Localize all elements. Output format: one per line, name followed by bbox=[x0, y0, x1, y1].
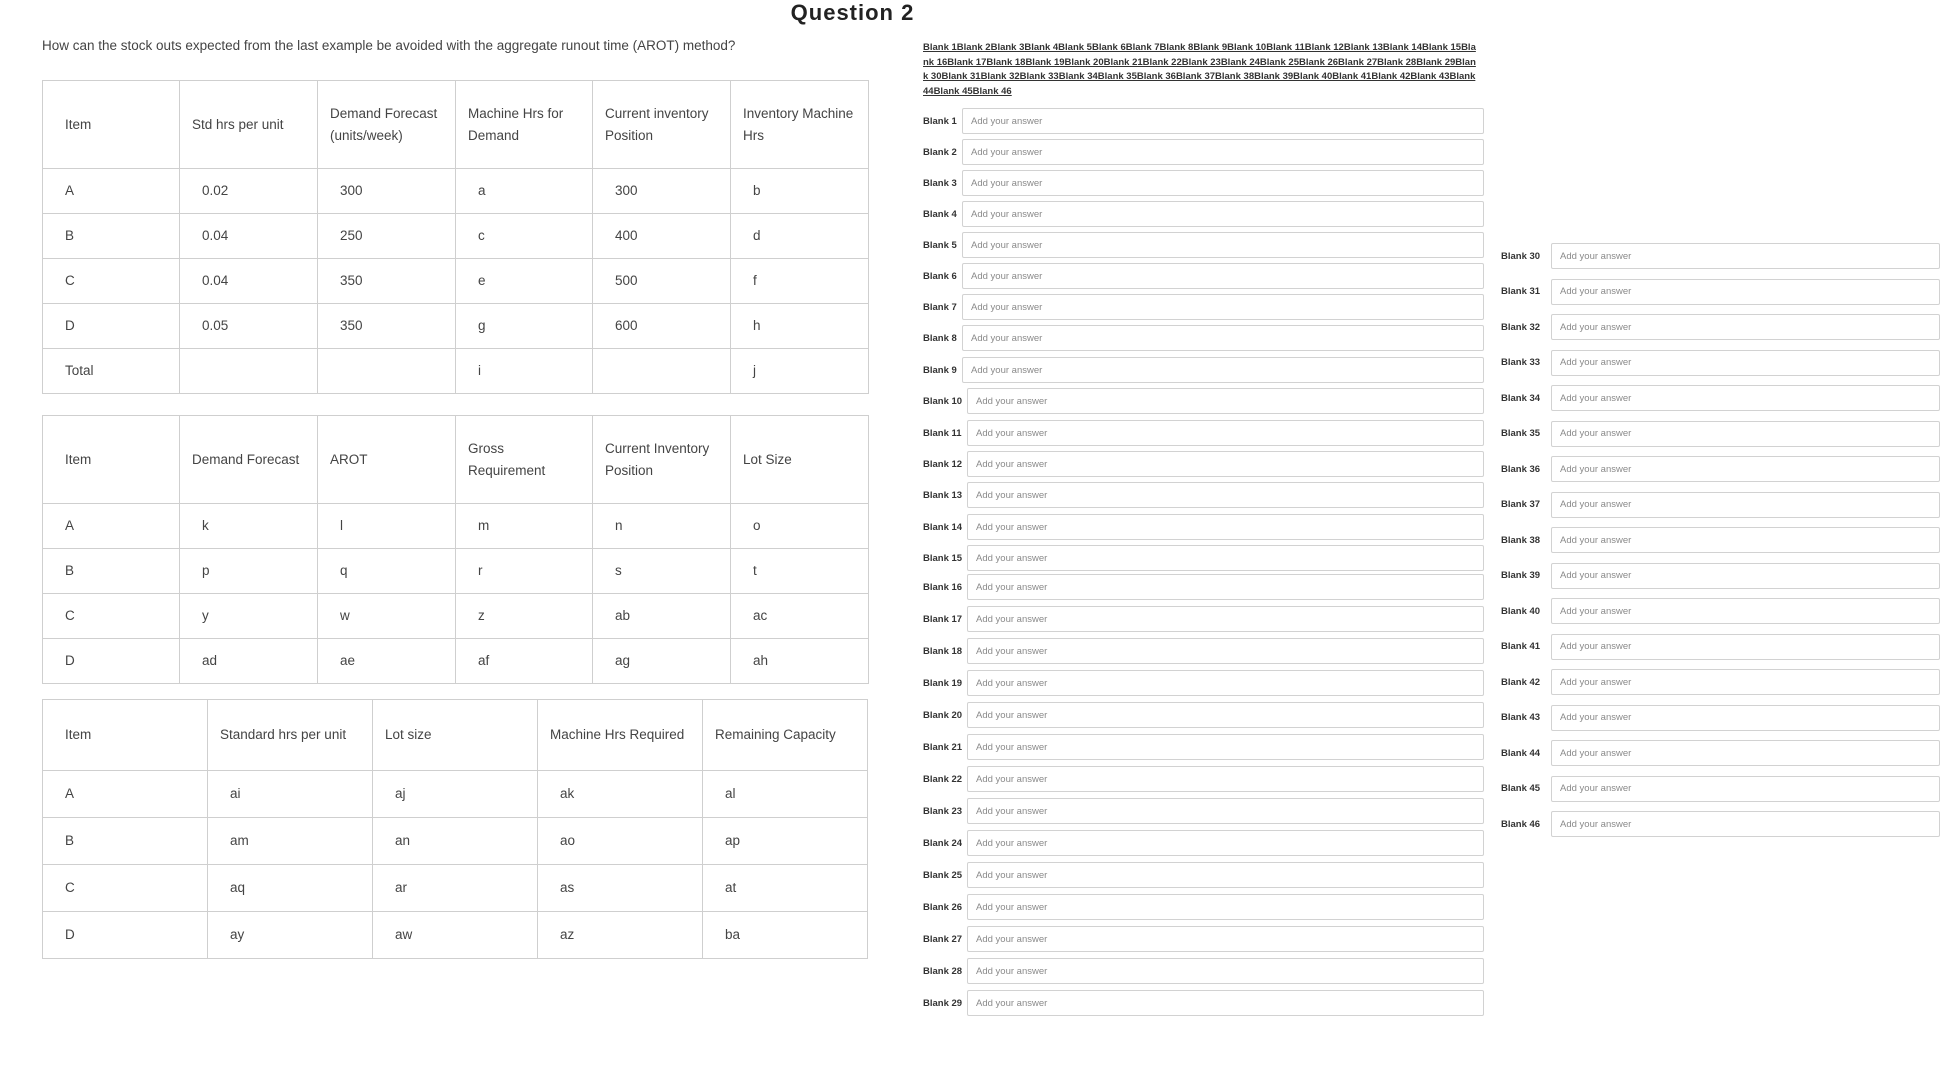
table-row bbox=[43, 865, 868, 912]
blank-label: Blank 35 bbox=[1501, 428, 1541, 439]
table-cell: i bbox=[456, 349, 593, 394]
table-cell: C bbox=[43, 594, 180, 639]
table-cell: ah bbox=[731, 639, 869, 684]
blank-label: Blank 12 bbox=[923, 458, 963, 470]
table-cell: D bbox=[43, 912, 208, 959]
table-cell: 400 bbox=[593, 214, 731, 259]
blank-answer-input[interactable] bbox=[962, 139, 1484, 165]
table-cell: C bbox=[43, 259, 180, 304]
table-cell: ag bbox=[593, 639, 731, 684]
blank-row bbox=[923, 734, 962, 760]
blank-label: Blank 8 bbox=[923, 332, 957, 344]
blank-row bbox=[923, 325, 957, 351]
table-row bbox=[43, 259, 869, 304]
table-row bbox=[43, 639, 869, 684]
blank-label: Blank 44 bbox=[1501, 747, 1541, 759]
table-cell: l bbox=[318, 504, 456, 549]
blank-row bbox=[1501, 740, 1540, 766]
blank-answer-input[interactable] bbox=[1551, 598, 1940, 624]
blank-label: Blank 34 bbox=[1501, 392, 1541, 404]
table-cell: aj bbox=[373, 771, 538, 818]
blank-row bbox=[1501, 385, 1540, 411]
blank-answer-input[interactable] bbox=[1551, 811, 1940, 837]
blank-answer-input[interactable] bbox=[962, 263, 1484, 289]
table-header-row bbox=[43, 700, 868, 771]
table-cell: ao bbox=[538, 818, 703, 865]
column-header: Item bbox=[43, 81, 180, 169]
blank-label: Blank 5 bbox=[923, 239, 957, 251]
machine-hours-table bbox=[42, 80, 869, 394]
column-header: Demand Forecast (units/week) bbox=[318, 81, 456, 169]
blank-label: Blank 14 bbox=[923, 521, 963, 533]
blank-row bbox=[923, 139, 957, 165]
table-cell: r bbox=[456, 549, 593, 594]
blank-label: Blank 19 bbox=[923, 677, 963, 689]
blank-answer-input[interactable] bbox=[967, 514, 1484, 540]
blank-answer-input[interactable] bbox=[967, 734, 1484, 760]
blank-label: Blank 41 bbox=[1501, 641, 1541, 652]
blank-row bbox=[923, 201, 957, 227]
table-cell: q bbox=[318, 549, 456, 594]
blank-label: Blank 40 bbox=[1501, 605, 1541, 617]
blank-label: Blank 4 bbox=[923, 208, 957, 220]
table-cell: al bbox=[703, 771, 868, 818]
blank-label: Blank 45 bbox=[1501, 783, 1541, 794]
blank-row bbox=[1501, 705, 1540, 731]
column-header: Remaining Capacity bbox=[703, 700, 868, 771]
table-cell: ak bbox=[538, 771, 703, 818]
table-cell: Total bbox=[43, 349, 180, 394]
column-header: Current Inventory Position bbox=[593, 416, 731, 504]
table-cell bbox=[318, 349, 456, 394]
table-row bbox=[43, 771, 868, 818]
blank-row bbox=[923, 451, 962, 477]
blank-label: Blank 43 bbox=[1501, 712, 1541, 723]
blank-answer-input[interactable] bbox=[962, 170, 1484, 196]
blank-row bbox=[1501, 811, 1540, 837]
table-header-row bbox=[43, 416, 869, 504]
blank-answer-input[interactable] bbox=[967, 926, 1484, 952]
blank-answer-input[interactable] bbox=[962, 294, 1484, 320]
table-cell: 600 bbox=[593, 304, 731, 349]
table-cell: as bbox=[538, 865, 703, 912]
table-cell: ac bbox=[731, 594, 869, 639]
column-header: Lot Size bbox=[731, 416, 869, 504]
table-cell: 0.04 bbox=[180, 259, 318, 304]
table-cell: ad bbox=[180, 639, 318, 684]
table-cell: A bbox=[43, 504, 180, 549]
blank-row bbox=[923, 263, 957, 289]
table-cell: 350 bbox=[318, 304, 456, 349]
blank-label: Blank 21 bbox=[923, 741, 963, 753]
blank-answer-input[interactable] bbox=[1551, 350, 1940, 376]
table-cell: 300 bbox=[318, 169, 456, 214]
blank-row bbox=[923, 798, 962, 824]
blank-row bbox=[923, 170, 957, 196]
blank-label: Blank 15 bbox=[923, 552, 963, 564]
blank-answer-input[interactable] bbox=[967, 482, 1484, 508]
blank-row bbox=[1501, 598, 1540, 624]
blank-row bbox=[923, 606, 962, 632]
blank-answer-input[interactable] bbox=[967, 798, 1484, 824]
table-cell: d bbox=[731, 214, 869, 259]
blank-label: Blank 37 bbox=[1501, 499, 1541, 510]
table-cell: aw bbox=[373, 912, 538, 959]
table-cell: s bbox=[593, 549, 731, 594]
table-cell: ba bbox=[703, 912, 868, 959]
table-cell: j bbox=[731, 349, 869, 394]
table-cell: aq bbox=[208, 865, 373, 912]
table-cell: k bbox=[180, 504, 318, 549]
table-cell: z bbox=[456, 594, 593, 639]
table-row bbox=[43, 304, 869, 349]
column-header: Machine Hrs Required bbox=[538, 700, 703, 771]
table-cell: A bbox=[43, 771, 208, 818]
column-header: Current inventory Position bbox=[593, 81, 731, 169]
blank-answer-input[interactable] bbox=[1551, 563, 1940, 589]
blank-label: Blank 38 bbox=[1501, 534, 1541, 546]
table-cell: B bbox=[43, 549, 180, 594]
table-cell: ap bbox=[703, 818, 868, 865]
blank-answer-input[interactable] bbox=[967, 670, 1484, 696]
blank-label: Blank 20 bbox=[923, 709, 963, 721]
blank-label: Blank 25 bbox=[923, 869, 963, 881]
table-row bbox=[43, 912, 868, 959]
blank-label: Blank 29 bbox=[923, 997, 963, 1009]
blank-answer-input[interactable] bbox=[962, 325, 1484, 351]
blank-label: Blank 13 bbox=[923, 489, 963, 501]
table-cell: 300 bbox=[593, 169, 731, 214]
blank-label: Blank 2 bbox=[923, 146, 957, 158]
table-row bbox=[43, 214, 869, 259]
blank-answer-input[interactable] bbox=[1551, 421, 1940, 447]
blank-label: Blank 17 bbox=[923, 613, 963, 625]
blank-answer-input[interactable] bbox=[1551, 492, 1940, 518]
column-header: Std hrs per unit bbox=[180, 81, 318, 169]
blank-row bbox=[923, 894, 962, 920]
column-header: Demand Forecast bbox=[180, 416, 318, 504]
blank-row bbox=[923, 482, 962, 508]
table-cell: f bbox=[731, 259, 869, 304]
blank-answer-input[interactable] bbox=[962, 108, 1484, 134]
table-cell: g bbox=[456, 304, 593, 349]
blank-label: Blank 24 bbox=[923, 837, 963, 849]
blank-row bbox=[923, 830, 962, 856]
table-cell: D bbox=[43, 304, 180, 349]
blank-row bbox=[923, 294, 957, 320]
blank-row bbox=[1501, 776, 1540, 802]
blank-answer-input[interactable] bbox=[967, 545, 1484, 571]
table-cell: 0.05 bbox=[180, 304, 318, 349]
blank-label: Blank 23 bbox=[923, 805, 963, 817]
blank-label: Blank 6 bbox=[923, 270, 957, 282]
column-header: Standard hrs per unit bbox=[208, 700, 373, 771]
blank-answer-input[interactable] bbox=[967, 606, 1484, 632]
table-cell: ab bbox=[593, 594, 731, 639]
blank-label: Blank 16 bbox=[923, 581, 963, 593]
blank-row bbox=[923, 357, 957, 383]
blank-answer-input[interactable] bbox=[1551, 776, 1940, 802]
table-cell: af bbox=[456, 639, 593, 684]
column-header: Lot size bbox=[373, 700, 538, 771]
table-cell: t bbox=[731, 549, 869, 594]
blank-label: Blank 9 bbox=[923, 364, 957, 376]
blank-answer-input[interactable] bbox=[1551, 740, 1940, 766]
blank-answer-input[interactable] bbox=[962, 201, 1484, 227]
blank-row bbox=[1501, 243, 1540, 269]
blank-answer-input[interactable] bbox=[1551, 385, 1940, 411]
blank-row bbox=[1501, 527, 1540, 553]
table-cell: b bbox=[731, 169, 869, 214]
table-cell: 350 bbox=[318, 259, 456, 304]
table-cell: B bbox=[43, 214, 180, 259]
arot-table bbox=[42, 415, 869, 684]
blank-answer-input[interactable] bbox=[1551, 669, 1940, 695]
blank-row bbox=[1501, 634, 1540, 660]
table-cell: ar bbox=[373, 865, 538, 912]
blank-label: Blank 32 bbox=[1501, 321, 1541, 333]
column-header: Item bbox=[43, 416, 180, 504]
blank-row bbox=[923, 926, 962, 952]
table-cell bbox=[593, 349, 731, 394]
table-row bbox=[43, 594, 869, 639]
blank-row bbox=[923, 702, 962, 728]
blank-answer-input[interactable] bbox=[967, 958, 1484, 984]
table-cell: 250 bbox=[318, 214, 456, 259]
blank-label: Blank 39 bbox=[1501, 570, 1541, 581]
blank-row bbox=[1501, 669, 1540, 695]
table-cell: az bbox=[538, 912, 703, 959]
blank-label: Blank 22 bbox=[923, 773, 963, 785]
blank-label: Blank 31 bbox=[1501, 286, 1541, 297]
blank-answer-input[interactable] bbox=[967, 702, 1484, 728]
blank-label: Blank 1 bbox=[923, 115, 957, 127]
blank-row bbox=[923, 420, 962, 446]
column-header: AROT bbox=[318, 416, 456, 504]
blank-answer-input[interactable] bbox=[1551, 705, 1940, 731]
column-header: Machine Hrs for Demand bbox=[456, 81, 593, 169]
blank-row bbox=[923, 574, 962, 600]
blank-row bbox=[923, 108, 957, 134]
blank-row bbox=[923, 670, 962, 696]
blank-row bbox=[1501, 314, 1540, 340]
table-cell: an bbox=[373, 818, 538, 865]
blank-row bbox=[1501, 279, 1540, 305]
question-text: How can the stock outs expected from the last example be avoided with the aggregate runout time (AROT) method? bbox=[42, 38, 736, 53]
table-cell: C bbox=[43, 865, 208, 912]
blank-row bbox=[1501, 350, 1540, 376]
blank-label: Blank 18 bbox=[923, 645, 963, 657]
table-cell: w bbox=[318, 594, 456, 639]
blank-answer-input[interactable] bbox=[967, 388, 1484, 414]
table-cell: o bbox=[731, 504, 869, 549]
table-cell: D bbox=[43, 639, 180, 684]
blank-label: Blank 36 bbox=[1501, 463, 1541, 475]
table-row bbox=[43, 818, 868, 865]
blank-answer-input[interactable] bbox=[1551, 634, 1940, 660]
blank-label: Blank 3 bbox=[923, 177, 957, 189]
blank-answer-input[interactable] bbox=[967, 638, 1484, 664]
blank-label: Blank 33 bbox=[1501, 357, 1541, 368]
table-cell: am bbox=[208, 818, 373, 865]
table-cell: c bbox=[456, 214, 593, 259]
blank-answer-input[interactable] bbox=[967, 420, 1484, 446]
table-row bbox=[43, 504, 869, 549]
blank-row bbox=[1501, 421, 1540, 447]
blank-label: Blank 30 bbox=[1501, 250, 1541, 262]
blank-answer-input[interactable] bbox=[967, 830, 1484, 856]
blank-row bbox=[923, 862, 962, 888]
blank-answer-input[interactable] bbox=[967, 990, 1484, 1016]
blank-label: Blank 42 bbox=[1501, 676, 1541, 688]
table-row bbox=[43, 349, 869, 394]
blank-row bbox=[923, 766, 962, 792]
table-header-row bbox=[43, 81, 869, 169]
blank-answer-input[interactable] bbox=[967, 574, 1484, 600]
table-cell: B bbox=[43, 818, 208, 865]
table-cell: 0.04 bbox=[180, 214, 318, 259]
blank-row bbox=[1501, 563, 1540, 589]
blank-list-link[interactable]: Blank 1Blank 2Blank 3Blank 4Blank 5Blank 6Blank 7Blank 8Blank 9Blank 10Blank 11Blank 12Blank 13Blank 14Blank 15Blank 16Blank 17Blank 18Blank 19Blank 20Blank 21Blank 22Blank 23Blank 24Blank 25Blank 26Blank 27Blank 28Blank 29Blank 30Blank 31Blank 32Blank 33Blank 34Blank 35Blank 36Blank 37Blank 38Blank 39Blank 40Blank 41Blank 42Blank 43Blank 44Blank 45Blank 46 bbox=[923, 42, 1476, 97]
blank-row bbox=[923, 232, 957, 258]
blank-label: Blank 46 bbox=[1501, 818, 1541, 830]
table-cell: h bbox=[731, 304, 869, 349]
blank-answer-input[interactable] bbox=[1551, 279, 1940, 305]
blank-label: Blank 10 bbox=[923, 395, 963, 407]
blank-answer-input[interactable] bbox=[1551, 456, 1940, 482]
column-header: Inventory Machine Hrs bbox=[731, 81, 869, 169]
column-header: Item bbox=[43, 700, 208, 771]
blank-row bbox=[923, 545, 962, 571]
table-cell: n bbox=[593, 504, 731, 549]
table-row bbox=[43, 549, 869, 594]
blank-label: Blank 7 bbox=[923, 301, 957, 313]
table-cell: 0.02 bbox=[180, 169, 318, 214]
blank-row bbox=[923, 514, 962, 540]
table-cell: at bbox=[703, 865, 868, 912]
blank-row bbox=[923, 638, 962, 664]
blank-answer-input[interactable] bbox=[1551, 243, 1940, 269]
blank-answer-input[interactable] bbox=[1551, 314, 1940, 340]
blank-row bbox=[1501, 456, 1540, 482]
table-cell: ay bbox=[208, 912, 373, 959]
blank-answer-input[interactable] bbox=[967, 766, 1484, 792]
remaining-capacity-table bbox=[42, 699, 868, 959]
table-cell: y bbox=[180, 594, 318, 639]
table-cell: e bbox=[456, 259, 593, 304]
blank-label: Blank 26 bbox=[923, 901, 963, 913]
column-header: Gross Requirement bbox=[456, 416, 593, 504]
blank-answer-input[interactable] bbox=[962, 232, 1484, 258]
table-cell: A bbox=[43, 169, 180, 214]
table-cell: p bbox=[180, 549, 318, 594]
blank-row bbox=[923, 958, 962, 984]
table-cell: 500 bbox=[593, 259, 731, 304]
blank-row bbox=[923, 388, 962, 414]
table-cell: m bbox=[456, 504, 593, 549]
blank-row bbox=[1501, 492, 1540, 518]
table-cell: ae bbox=[318, 639, 456, 684]
blank-answer-input[interactable] bbox=[967, 862, 1484, 888]
table-cell: ai bbox=[208, 771, 373, 818]
blank-row bbox=[923, 990, 962, 1016]
blank-answer-input[interactable] bbox=[1551, 527, 1940, 553]
blank-label: Blank 27 bbox=[923, 933, 963, 945]
table-row bbox=[43, 169, 869, 214]
blank-answer-input[interactable] bbox=[967, 451, 1484, 477]
blank-label: Blank 11 bbox=[923, 427, 962, 439]
blank-answer-input[interactable] bbox=[967, 894, 1484, 920]
blank-label: Blank 28 bbox=[923, 965, 963, 977]
table-cell: a bbox=[456, 169, 593, 214]
blank-answer-input[interactable] bbox=[962, 357, 1484, 383]
table-cell bbox=[180, 349, 318, 394]
page-title: Question 2 bbox=[790, 0, 915, 25]
